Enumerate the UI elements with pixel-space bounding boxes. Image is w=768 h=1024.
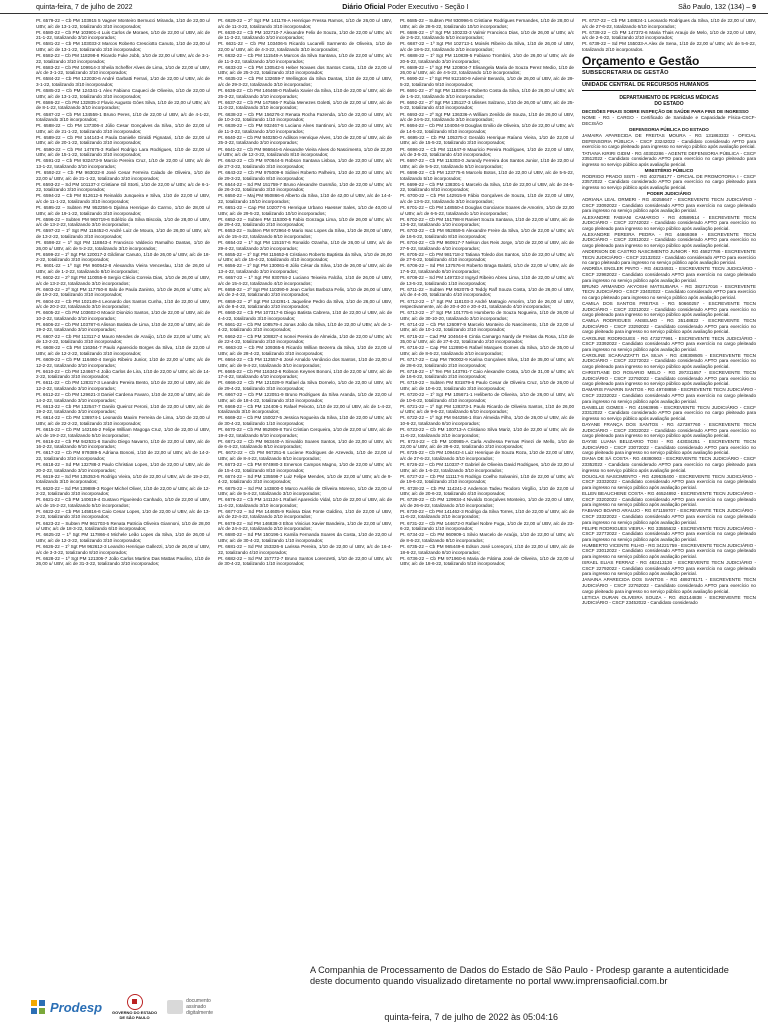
paragraph-item: Pt. 6608-22 – Cb PM 116364-7 Paulo Aparecido Borges da Silva, 1/10 de 22,00 u/ UBV, a/c de 12-2-22, totalizando 3/10 incorporados; (36, 345, 210, 356)
paragraph-item: ALEXANDRE FABIANI CAMARGO - RG 40589514 - ESCREVENTE TECN JUDICIÁRIO - CSCF 22742022 - Candidato considerado APTO para exercício no cargo pleiteado para ingresso no serviço público após avaliação pericial. (582, 214, 756, 231)
paragraph-item: Pt. 6719-22 – Subten PM 931879-6 Paulo Cesar de Oliveira Cruz, 1/10 de 26,00 u/ UBV, a/c de 10-6-22, totalizando 3/10 incorporados; (400, 380, 574, 391)
paragraph-item: Pt. 6672-22 – Cb PM 967251-6 Luciene Rodrigues de Azevedo, 1/10 de 22,00 u/ UBV, a/c de 8-4-22, totalizando 8/10 incorporados; (218, 450, 392, 462)
paragraph-item: Pt. 6725-22 – Cb PM 109442-4 Luiz Henrique de Souza Roza, 1/10 de 22,00 u/ UBV, a/c de 27-6-22, totalizando 3/10 incorporados; (400, 450, 574, 462)
paragraph-item: Pt. 6657-22 – 1º Sgt PM 930784-2 Luciano Teixeira Falcão, 1/10 de 26,00 u/ UBV, a/c de 15-4-22, totalizando 4/10 incorporados; (218, 275, 392, 286)
paragraph-item: Pt. 6690-22 – 1º Sgt PM 912160-9 Ademir Berardo, 1/10 de 26,00 u/ UBV, a/c de 29-5-22, totalizando 9/10 incorporados; (400, 76, 574, 88)
paragraph-item: Pt. 6621-22 – Cb PM 140619-4 Gustavo Figueiredo Canhado, 1/10 de 22,00 u/ UBV, a/c de 15-2-22, totalizando 5/10 incorporados; (36, 497, 210, 508)
paragraph-item: Pt. 6721-22 – 1º Sgt PM 128373-1 Paulo Ricardo de Oliveira Santos, 1/10 de 26,00 u/ UBV, a/c de 9-6-22, totalizando 6/10 incorporados; (400, 403, 574, 415)
digital-signature-badge: documento assinado digitalmente (167, 998, 213, 1016)
paragraph-item: DOUGLAS NASCIMENTO - RG 429535400 - ESCREVENTE TECN JUDICIÁRIO - CSCF 23332022 - Candidato considerado APTO para exercício no cargo pleiteado para ingresso no serviço público após avaliação pericial. (582, 473, 756, 490)
paragraph-item: Pt. 6605-22 – Cb PM 103602-0 Moacir Dionizio Santos, 1/10 de 22,00 u/ UBV, a/c de 10-2-22, totalizando 3/10 incorporados; (36, 310, 210, 321)
prodesp-mark-icon (30, 999, 46, 1015)
paragraph-item: Pt. 6737-22 – Cb PM 148624-1 Leonardo Rodrigues da Silva, 1/10 de 22,00 u/ UBV, a/c de 27-6-22, totalizando 6/10 incorporados; (582, 18, 756, 29)
paragraph-item: Pt. 6727-22 – Cb PM 111117-5 Rodrigo Coelho Salvanini, 1/10 de 22,00 u/ UBV, a/c de 19-6-22, totalizando 2/10 incorporados; (400, 473, 574, 485)
paragraph-item: ADRIANA LEAL ORMERI - RG 40258647 - ESCREVENTE TECN JUDICIÁRIO - CSCF 23092022 - Candidato considerado APTO para exercício no cargo pleiteado para ingresso no serviço público após avaliação pericial. (582, 197, 756, 214)
paragraph-item: Pt. 6659-22 – 2º Sgt PM 124291-1 Jaqueline Pedro da Silva, 1/10 de 26,00 u/ UBV, a/c de 8-4-22, totalizando 2/10 incorporados; (218, 298, 392, 310)
paragraph-item: Pt. 6591-22 – Cb PM 932473-9 Marcio Pereira Cruz, 1/10 de 22,00 u/ UBV, a/c de 13-1-22, totalizando 3/10 incorporados; (36, 158, 210, 169)
paragraph-item: Pt. 6629-22 – 2º Sgt PM 141178-A Henrique Fressa Ramos, 1/10 de 26,00 u/ UBV, a/c de 11-3-22, totalizando 3/10 incorporados; (218, 18, 392, 29)
paragraph-item: Pt. 6654-22 – 1º Sgt PM 115157-6 Ronaldo Ozanha, 1/10 de 26,00 u/ UBV, a/c de 29-4-22, totalizando 2/10 incorporados; (218, 240, 392, 251)
paragraph-item: Pt. 6674-22 – Sd PM 135598-7 Luiz Felipe Mendes, 1/10 de 22,00 u/ UBV, a/c de 9-4-22, totalizando 3/10 incorporados; (218, 473, 392, 485)
paragraph-item: JANAINA APARECIDA DOS SANTOS - RG 489378171 - ESCREVENTE TECN JUDICIÁRIO - CSCF 22762022 - Candidato considerado APTO para exercício no cargo pleiteado para ingresso no serviço público após avaliação pericial. (582, 577, 756, 594)
paragraph-item: Pt. 6682-22 – Sd PM 157772-7 Bruno Santos Lorenzetti, 1/10 de 22,00 u/ UBV, a/c de 30-4-22, totalizando 1/10 incorporados; (218, 555, 392, 567)
paragraph-item: Pt. 6667-22 – Cb PM 122051-9 Bruno Rodrigues da Silva Aranda, 1/10 de 22,00 u/ UBV, a/c de 18-4-22, totalizando 3/10 incorporados; (218, 392, 392, 403)
paragraph-item: Pt. 6696-22 – Cb PM 111647-9 Mauricio Pereira Rodrigues, 1/10 de 22,00 u/ UBV, a/c de 3-5-22, totalizando 4/10 incorporados; (400, 146, 574, 158)
paragraph-item: CAROLINE RODRIGUES - RG 473277991 - ESCREVENTE TECN JUDICIÁRIO - CSCF 23392022 - Candidato considerado APTO para exercício no cargo pleiteado para ingresso no serviço público após avaliação pericial. (582, 335, 756, 352)
paragraph-item: BRUNO ARMANDO AKYOSHI MATSUBARA - RG 382717016 - ESCREVENTE TECN JUDICIÁRIO - CSCF 23402022 - Candidato considerado APTO para exercício no cargo pleiteado para ingresso no serviço público após avaliação pericial. (582, 283, 756, 300)
paragraph-item: Pt. 6700-22 – Cb PM 142915-9 Fábio Gonçalves de Souza, 1/10 de 22,00 u/ UBV, a/c de 13-5-22, totalizando 3/10 incorporados; (400, 193, 574, 204)
paragraph-item: FABIANO BOARO ARAUJO - RG 671159707 - ESCREVENTE TECN JUDICIÁRIO - CSCF 23322022 - Candidato considerado APTO para exercício no cargo pleiteado para ingresso no serviço público após avaliação pericial. (582, 508, 756, 525)
prodesp-logo: Prodesp (30, 999, 102, 1015)
paragraph-item: Pt. 6611-22 – Cb PM 128317-3 Leandro Pereira Bento, 1/10 de 22,00 u/ UBV, a/c de 12-2-22, totalizando 3/10 incorporados; (36, 380, 210, 391)
section-title: Orçamento e Gestão (582, 59, 756, 69)
paragraph-item: Pt. 6632-22 – Cb PM 111548-A Marcos da Silva Santana, 1/10 de 22,00 u/ UBV, a/c de 11-3-22, totalizando 3/10 incorporados; (218, 53, 392, 64)
paragraph-item: DANIELLE GOMES - RG 41963995 - ESCREVENTE TECN JUDICIÁRIO - CSCF 23312022 - Candidato considerado APTO para exercício no cargo pleiteado para ingresso no serviço público após avaliação pericial. (582, 404, 756, 421)
paragraph-item: Pt. 6728-22 – Cb PM 114241-2 Anderson Tadeu Teodoro Virgílio, 1/10 de 22,00 u/ UBV, a/c de 20-6-22, totalizando 4/10 incorporados; (400, 485, 574, 497)
paragraph-item: Pt. 6620-22 – Sd PM 139889-3 Roger Michel Oliver, 1/10 de 22,00 u/ UBV, a/c de 12-2-22, totalizando 3/10 incorporados; (36, 485, 210, 497)
paragraph-item: ANDRÉIA ENGLER PINTO - RG 46234931 - ESCREVENTE TECN JUDICIÁRIO - CSCF 22982022 - Candidato considerado APTO para exercício no cargo pleiteado para ingresso no serviço público após avaliação pericial. (582, 266, 756, 283)
paragraph-item: Pt. 6622-22 – Cb PM 145816-6 Caio Cesar Lopes, 1/10 de 22,00 u/ UBV, a/c de 13-2-22, totalizando 3/10 incorporados; (36, 508, 210, 520)
paragraph-item: ANDERSON DE CASTRO NASCIMENTO JUNIOR - RG 45827786 - ESCREVENTE TECN JUDICIÁRIO - CSCF 22132022 - Candidato considerado APTO para exercício no cargo pleiteado para ingresso no serviço público após avaliação pericial. (582, 249, 756, 266)
paragraph-item: Pt. 6592-22 – Cb PM 963022-8 José Cesar Ferreira Calado de Oliveira, 1/10 de 22,00 u/ UBV, a/c de 21-1-22, totalizando 3/10 incorporados; (36, 169, 210, 181)
paragraph-item: Pt. 6589-22 – Cb PM 144143-4 Paula Danielle Giraldi Pignatari, 1/10 de 22,00 u/ UBV, a/c de 20-1-22, totalizando 3/10 incorporados; (36, 134, 210, 146)
section-subtitle: SUBSECRETARIA DE GESTÃO (582, 70, 669, 77)
paragraph-item: Pt. 6678-22 – Sd PM 146838-3 Elton Vinicius Xavier Bandeira, 1/10 de 22,00 u/ UBV, a/c de 24-4-22, totalizando 2/10 incorporados; (218, 520, 392, 532)
paragraph-item: Pt. 6628-22 – 1º Sgt PM 121306-7 João Carlos Martins Das Mattas Paulino, 1/10 de 26,00 u/ UBV, a/c de 31-3-22, totalizando 3/10 incorporados; (36, 555, 210, 567)
paragraph-item: Pt. 6660-22 – Cb PM 107317-6 Diego Batista Cabrera, 1/10 de 22,00 u/ UBV, a/c de 4-4-22, totalizando 3/10 incorporados; (218, 310, 392, 321)
subheading: PODER JUDICIÁRIO (646, 191, 692, 197)
paragraph-item: Pt. 6731-22 – Cb PM 144672-0 Rafael Nobre Fuga, 1/10 de 22,00 u/ UBV, a/c de 23-6-22, totalizando 1/10 incorporados; (400, 520, 574, 532)
paragraph-item: Pt. 6711-22 – Subten PM 962075-3 Teddy Ralf Souza Costa, 1/10 de 26,00 u/ UBV, a/c de 4-4-20, totalizando 4/10 incorporados; (400, 286, 574, 298)
paragraph-item: Pt. 6720-22 – 1º Sgt PM 105671-1 Heliberto de Oliveira, 1/10 de 26,00 u/ UBV, a/c de 10-6-22, totalizando 4/10 incorporados; (400, 392, 574, 403)
section-unit: UNIDADE CENTRAL DE RECURSOS HUMANOS (582, 80, 756, 92)
paragraph-item: Pt. 6658-22 – 2º Sgt PM 110390-9 Jean Carlos Barboza Felix, 1/10 de 26,00 u/ UBV, a/c de 2-4-22, totalizando 2/10 incorporados; (218, 286, 392, 298)
paragraph-item: Pt. 6652-22 – Subten PM 115300-5 Fabio Gonzaga Lima, 1/10 de 26,00 u/ UBV, a/c de 29-4-22, totalizando 2/10 incorporados; (218, 216, 392, 228)
paragraph-item: Pt. 6601-22 – 1º Sgt PM 960542-8 Alexandra Vieira Venceslau, 1/10 de 26,00 u/ UBV, a/c de 1-2-22, totalizando 8/10 incorporados; (36, 263, 210, 275)
paragraph-item: Pt. 6729-22 – Cb PM 129934-4 Nivaldo Gonçalves Monteiro, 1/10 de 22,00 u/ UBV, a/c de 26-6-22, totalizando 2/10 incorporados; (400, 497, 574, 508)
document-icon (167, 1000, 183, 1014)
paragraph-item: Pt. 6609-22 – Cb PM 116460-4 Sergio Ribeiro Junior, 1/10 de 22,00 u/ UBV, a/c de 12-2-22, totalizando 3/10 incorporados; (36, 356, 210, 368)
paragraph-item: Pt. 6671-22 – Cb PM 963440-A Sinvaldo Soares Santos, 1/10 de 22,00 u/ UBV, a/c de 6-4-22, totalizando 8/10 incorporados; (218, 438, 392, 450)
paragraph-item: Pt. 6595-22 – Subten PM 952256-5 Djalma Henrique do Carmo, 1/10 de 28,00 u/ UBV, a/c de 19-1-22, totalizando 3/10 incorporados; (36, 205, 210, 216)
paragraph-item: Pt. 6656-22 – 1º Sgt PM 130061-8 Júlio César da Silva, 1/10 de 26,00 u/ UBV, a/c de 13-4-22, totalizando 3/10 incorporados; (218, 263, 392, 275)
subheading: MINISTÉRIO PÚBLICO (644, 167, 694, 173)
paragraph-item: Pt. 6612-22 – Cb PM 129621-3 Daniel Cardena Favaro, 1/10 de 22,00 u/ UBV, a/c de 14-2-22, totalizando 3/10 incorporados; (36, 392, 210, 403)
paragraph-item: Pt. 6676-22 – Cb PM 141124-1 Rafael Aparecido Vidal, 1/10 de 22,00 u/ UBV, a/c de 11-4-22, totalizando 3/10 incorporados; (218, 497, 392, 508)
paragraph-item: Pt. 6626-22 – 1º Sgt PM 962612-3 Leandro Henrique Gallezzi, 1/10 de 26,00 u/ UBV, a/c de 3-3-22, totalizando 8/10 incorporados; (36, 543, 210, 555)
paragraph-item: Pt. 6703-22 – Cb PM 952659-5 Alexandre Freire da Silva, 1/10 de 22,00 u/ UBV, a/c de 16-5-22, totalizando 8/10 incorporados; (400, 228, 574, 239)
paragraph-item: Pt. 6586-22 – Cb PM 132835-2 Flavio Augusto Góes Silva, 1/10 de 22,00 u/ UBV, a/c de 8-1-22, totalizando 3/10 incorporados; (36, 99, 210, 111)
paragraph-item: Pt. 6584-22 – Cb PM 122030-6 André Garbatti Ferrari, 1/10 de 22,00 u/ UBV, a/c de 3-1-22, totalizando 3/10 incorporados; (36, 76, 210, 88)
paragraph-item: ISRAEL ELIAS FERRAZ - RG 482413130 - ESCREVENTE TECN JUDICIÁRIO - CSCF 22792022 - Candidato considerado APTO para exercício no cargo pleiteado para ingresso no serviço público após avaliação pericial. (582, 560, 756, 577)
footer-timestamp: quinta-feira, 7 de julho de 2022 às 05:04:16 (384, 1012, 558, 1022)
paragraph-item: Pt. 6642-22 – Cb PM 970644-5 Robson Santana Lisboa, 1/10 de 22,00 u/ UBV, a/c de 27-3-22, totalizando 3/10 incorporados; (218, 158, 392, 169)
paragraph-item: Pt. 6630-22 – Cb PM 102710-7 Alexandre Felix de Souza, 1/10 de 22,00 u/ UBV, a/c de 11-3-22, totalizando 3/10 incorporados; (218, 29, 392, 41)
paragraph-item: HUMBERTO VICENTE FILHO - RG 34221759 - ESCREVENTE TECN JUDICIÁRIO - CSCF 23012022 - Candidato considerado APTO para exercício no cargo pleiteado para ingresso no serviço público após avaliação pericial. (582, 542, 756, 560)
paragraph-item: Pt. 6665-22 – Cb PM 116342-6 Robson Keynes Bononi, 1/10 de 22,00 u/ UBV, a/c de 17-4-22, totalizando 4/10 incorporados; (218, 368, 392, 380)
paragraph-item: Pt. 6670-22 – Cb PM 952909-8 Toni Cristian Cerqueira, 1/10 de 22,00 u/ UBV, a/c de 19-4-22, totalizando 8/10 incorporados; (218, 427, 392, 438)
paragraph-item: Pt. 6724-22 – Cb PM 100985-A Carla Andressa Fernas Pinezi de Mello, 1/10 de 22,00 u/ UBV, a/c de 28-6-22, totalizando 2/10 incorporados; (400, 438, 574, 450)
gov-seal-icon (127, 994, 143, 1010)
paragraph-item: Pt. 6579-22 – Cb PM 103915 5 Vagner Monteiro Bernucci Miranda, 1/10 de 22,00 u/ UBV, a/c de 13-1-22, totalizando 3/10 incorporados; (36, 18, 210, 29)
column-2 (218, 18, 392, 990)
header-title: Diário Oficial Poder Executivo - Seção I (342, 4, 469, 11)
paragraph-item: Pt. 6738-22 – Cb PM 147372-6 Maria Thais Araujo de Melo, 1/10 de 22,00 u/ UBV, a/c de 2-6-22, totalizando 2/10 incorporados; (582, 29, 756, 41)
paragraph-item: Pt. 6704-22 – Cb PM 960917-7 Nelson dos Reis Jorge, 1/10 de 22,00 u/ UBV, a/c de 27-5-22, totalizando 4/10 incorporados; (400, 240, 574, 251)
paragraph-item: Pt. 6635-22 – Cb PM 132659-7 Wellington da Silva Dantas, 1/10 de 22,00 u/ UBV, a/c de 29-3-22, totalizando 3/10 incorporados; (218, 76, 392, 88)
paragraph-item: Pt. 6723-22 – Cb PM 100713-A Cristiano Silva Mariz, 1/10 de 22,00 u/ UBV, a/c de 11-6-22, totalizando 2/10 incorporados; (400, 427, 574, 438)
paragraph-item: CAMILA RODRIGUES ANSELMO - RG 35148822 - ESCREVENTE TECN JUDICIÁRIO - CSCF 23292022 - Candidato considerado APTO para exercício no cargo pleiteado para ingresso no serviço público após avaliação pericial. (582, 318, 756, 335)
paragraph-item: Pt. 6607-22 – Cb PM 113117-2 Mauro Mendes de Araújo, 1/10 de 22,00 u/ UBV, a/c de 13-2-22, totalizando 3/10 incorporados; (36, 333, 210, 345)
paragraph-item: Pt. 6677-22 – Sd PM 144605-9 Raíssa Dias Fonte Galdino, 1/10 de 22,00 u/ UBV, a/c de 22-4-22, totalizando 2/10 incorporados; (218, 508, 392, 520)
paragraph-item: Pt. 6631-22 – Cb PM 103406-5 Ricardo Lucarelli Sarmento de Oliveira, 1/10 de 22,00 u/ UBV, a/c de 4-3-22, totalizando 3/10 incorporados; (218, 41, 392, 52)
paragraph-item: DAMARIS FAVARIN SANTOS - RG 49748859 - ESCREVENTE TECN JUDICIÁRIO - CSCF 23232022 - Candidato considerado APTO para exercício no cargo pleiteado para ingresso no serviço público após avaliação pericial. (582, 387, 756, 404)
paragraph-item: Pt. 6616-22 – Cb PM 942531-6 Sandro Diego Navarro, 1/10 de 22,00 u/ UBV, a/c de 16-2-22, totalizando 9/10 incorporados; (36, 438, 210, 450)
paragraph-item: Pt. 6580-22 – Cb PM 103901-4 Luis Carlos de Moraes, 1/10 de 22,00 u/ UBV, a/c de 21-1-22, totalizando 3/10 incorporados; (36, 29, 210, 41)
paragraph-item: Pt. 6599-22 – 1º Sgt PM 120017-2 Gildimar Canuto, 1/10 de 26,00 u/ UBV, a/c de 18-2-22, totalizando 3/10 incorporados; (36, 251, 210, 263)
paragraph-item: Pt. 6641-22 – Cb PM 966644-6 Alexandre Vieira Alves do Nascimento, 1/10 de 22,00 u/ UBV, a/c de 12-3-22, totalizando 8/10 incorporados; (218, 146, 392, 158)
paragraph-item: Pt. 6726-22 – Cb PM 110337-7 Gabriel de Oliveira David Rodrigues, 1/10 de 22,00 u/ UBV, a/c de 1-6-22, totalizando 3/10 incorporados; (400, 462, 574, 473)
section-entries (582, 127, 756, 606)
paragraph-item: Pt. 6675-22 – Sd PM 143800-0 Marco Aurélio de Oliveira Moreno, 1/10 de 22,00 u/ UBV, a/c de 5-4-22, totalizando 3/10 incorporados; (218, 485, 392, 497)
header-date: quinta-feira, 7 de julho de 2022 (36, 4, 133, 11)
footer-logos (0, 994, 320, 1020)
header-page-info: São Paulo, 132 (134) – 9 (678, 4, 756, 11)
paragraph-item: Pt. 6613-22 – Cb PM 132547-7 Danilo Queiroz Peroni, 1/10 de 22,00 u/ UBV, a/c de 19-2-22, totalizando 3/10 incorporados; (36, 403, 210, 415)
decisions-heading: DECISÕES FINAIS SOBRE INSPEÇÃO DE SAÚDE PARA FINS DE INGRESSO (582, 109, 749, 115)
column-1 (36, 18, 210, 990)
paragraph-item: FELIPE RODRIGUES VIEIRA - RG 33555632 - ESCREVENTE TECN JUDICIÁRIO - CSCF 22772022 - Candidato considerado APTO para exercício no cargo pleiteado para ingresso no serviço público após avaliação pericial. (582, 525, 756, 542)
paragraph-item: Pt. 6699-22 – Cb PM 138301-1 Marcelo da Silva, 1/10 de 22,00 u/ UBV, a/c de 24-5-22, totalizando 8/10 incorporados; (400, 181, 574, 193)
paragraph-item: Pt. 6653-22 – Subten PM 972964-0 Mario Isac Lopes da Silva, 1/10 de 28,00 u/ UBV, a/c de 15-4-22, totalizando 8/10 incorporados; (218, 228, 392, 239)
paragraph-item: Pt. 6597-22 – 1º Sgt PM 118452-0 André Luiz de Moura, 1/10 de 26,00 u/ UBV, a/c de 13-2-22, totalizando 3/10 incorporados; (36, 228, 210, 239)
paragraph-item: Pt. 6593-22 – Sd PM 101137-2 Cristiane Gil Storti, 1/10 de 22,00 u/ UBV, a/c de 6-1-22, totalizando 3/10 incorporados; (36, 181, 210, 193)
paragraph-item: Pt. 6739-22 – Sd PM 155033-A Alex de Sena, 1/10 de 22,00 u/ UBV, a/c de 5-6-22, totalizando 2/10 incorporados. (582, 41, 756, 52)
paragraph-item: Pt. 6666-22 – Cb PM 121029-9 Rafael da Silva Dornelo, 1/10 de 22,00 u/ UBV, a/c de 29-4-22, totalizando 3/10 incorporados; (218, 380, 392, 391)
paragraph-item: Pt. 6695-22 – Cb PM 105375-2 Geraldo Henrique Raíano Vieira, 1/10 de 22,00 u/ UBV, a/c de 15-5-22, totalizando 3/10 incorporados; (400, 134, 574, 146)
paragraph-item: Pt. 6640-22 – Cb PM 940250-0 Adilson Henrique Alves, 1/10 de 22,00 u/ UBV, a/c de 25-3-22, totalizando 3/10 incorporados; (218, 134, 392, 146)
paragraph-item: Pt. 6615-22 – Cb PM 142166-2 Felipe William Magoga Cruz, 1/10 de 22,00 u/ UBV, a/c de 19-2-22, totalizando 5/10 incorporados; (36, 427, 210, 438)
paragraph-item: CAROLINE SCARAZZATTI DA SILVA - RG 438308505 - ESCREVENTE TECN JUDICIÁRIO - CSCF 22272022 - Candidato considerado APTO para exercício no cargo pleiteado para ingresso no serviço público após avaliação pericial. (582, 352, 756, 369)
paragraph-item: Pt. 6583-22 – Cb PM 109914-3 Sheila Scheffer Alves de Lima, 1/10 de 22,00 u/ UBV, a/c de 3-1-22, totalizando 3/10 incorporados; (36, 64, 210, 76)
paragraph-item: Pt. 6668-22 – Cb PM 124406-1 Rafael Peixoto, 1/10 de 22,00 u/ UBV, a/c de 1-4-22, totalizando 3/10 incorporados; (218, 403, 392, 415)
paragraph-item: ALEXANDRE PEREIRA PEDRA - RG 44869369 - ESCREVENTE TECN JUDICIÁRIO - CSCF 22812022 - Candidato considerado APTO para exercício no cargo pleiteado para ingresso no serviço público após avaliação pericial. (582, 231, 756, 248)
paragraph-item: Pt. 6594-22 – Cb PM 912612-6 Reinaldo Junqueira e Silva, 1/10 de 22,00 u/ UBV, a/c de 11-1-22, totalizando 3/10 incorporados; (36, 193, 210, 204)
paragraph-item: Pt. 6587-22 – Cb PM 134559-1 Bruno Peres, 1/10 de 22,00 u/ UBV, a/c de 4-1-22, totalizando 3/10 incorporados; (36, 111, 210, 123)
paragraph-item: Pt. 6714-22 – Cb PM 126097-9 Marcelo Monteiro do Nascimento, 1/10 de 22,00 u/ UBV, a/c de 10-1-22, totalizando 2/10 incorporados; (400, 321, 574, 333)
paragraph-item: Pt. 6685-22 – Subten PM 930996-5 Cristiane Rodrigues Fernandes, 1/10 de 28,00 u/ UBV, a/c de 28-5-22, totalizando 10/10 incorporados; (400, 18, 574, 29)
paragraph-item: Pt. 6604-22 – Cb PM 102149-4 Leonardo dos Santos Cunha, 1/10 de 22,00 u/ UBV, a/c de 20-2-22, totalizando 3/10 incorporados; (36, 298, 210, 310)
paragraph-item: Pt. 6664-22 – Cb PM 112557-6 José Arnaldo Venâncio dos Santos, 1/10 de 22,00 u/ UBV, a/c de 9-4-22, totalizando 3/10 incorporados; (218, 356, 392, 368)
department-heading: DEPARTAMENTO DE PERÍCIAS MÉDICAS DO ESTADO (619, 95, 719, 108)
column-4-intro (582, 18, 756, 53)
page-columns (36, 18, 758, 990)
paragraph-item: Pt. 6651-22 – Cap PM 102077-5 Henrique Urbano Haesser Sales, 1/10 de 40,00 u/ UBV, a/c de 29-5-22, totalizando 10/10 incorporados; (218, 205, 392, 216)
paragraph-item: Pt. 6701-22 – Cb PM 148550-4 Douglas Gonciarov Soares de Amorim, 1/10 de 22,00 u/ UBV, a/c de 6-5-22, totalizando 1/10 incorporados; (400, 205, 574, 216)
paragraph-item: Pt. 6702-22 – Cb PM 151798-8 Raniert Souza Santana, 1/10 de 22,00 u/ UBV, a/c de 13-5-22, totalizando 1/10 incorporados; (400, 216, 574, 228)
paragraph-item: Pt. 6602-22 – 2º Sgt PM 110055-9 Sergio Clécio Correia Dias, 1/10 de 26,00 u/ UBV, a/c de 13-2-22, totalizando 3/10 incorporados; (36, 275, 210, 286)
subheading: DEFENSORIA PÚBLICA DO ESTADO (629, 127, 709, 133)
paragraph-item: Pt. 6655-22 – 1º Sgt PM 115652-6 Cristiano Roberto Baptista da Silva, 1/10 de 26,00 u/ UBV, a/c de 15-4-22, totalizando 4/10 incorporados; (218, 251, 392, 263)
paragraph-item: Pt. 6633-22 – Cb PM 130542-5 Heber Novaes dos Santos Costa, 1/10 de 22,00 u/ UBV, a/c de 25-3-22, totalizando 3/10 incorporados; (218, 64, 392, 76)
paragraph-item: Pt. 6734-22 – Cb PM 960909-1 Silvio Marcelo de Araújo, 1/10 de 22,00 u/ UBV, a/c de 8-6-22, totalizando 8/10 incorporados; (400, 532, 574, 543)
gov-sp-logo: GOVERNO DO ESTADO DE SÃO PAULO (112, 994, 157, 1020)
paragraph-item: Pt. 6638-22 – Cb PM 156276-2 Renata Rocha Fazenda, 1/10 de 22,00 u/ UBV, a/c de 10-3-22, totalizando 1/10 incorporados; (218, 111, 392, 123)
paragraph-item: Pt. 6644-22 – Sd PM 151759-7 Bruno Alexandre Gusmão, 1/10 de 22,00 u/ UBV, a/c de 26-3-22, totalizando 3/10 incorporados; (218, 181, 392, 193)
paragraph-item: Pt. 6697-22 – Cb PM 115303-0 Jurandy Ferreira dos Santos Junior, 1/10 de 22,00 u/ UBV, a/c de 5-5-22, totalizando 5/10 incorporados; (400, 158, 574, 169)
paragraph-item: Pt. 6650-22 – Maj PM 950866-6 Alberto da Silva, 1/10 de 42,00 u/ UBV, a/c de 14-4-22, totalizando 10/10 incorporados; (218, 193, 392, 204)
paragraph-item: Pt. 6588-22 – Cb PM 137306-4 Júlio Cesar Gonçalves da Silva, 1/10 de 22,00 u/ UBV, a/c de 21-1-22, totalizando 3/10 incorporados; (36, 123, 210, 134)
paragraph-item: Pt. 6694-22 – Cb PM 104004-9 Douglas Emilio de Oliveira, 1/10 de 22,00 u/ UBV, a/c de 14-5-22, totalizando 8/10 incorporados; (400, 123, 574, 134)
paragraph-item: Pt. 6735-22 – Cb PM 965449-6 Edson José Lorençoni, 1/10 de 22,00 u/ UBV, a/c de 18-6-22, totalizando 8/10 incorporados; (400, 543, 574, 555)
paragraph-item: Pt. 6687-22 – 1º Sgt PM 102713-1 Moisés Ribeiro da Silva, 1/10 de 26,00 u/ UBV, a/c de 18-5-22, totalizando 2/10 incorporados; (400, 41, 574, 52)
paragraph-item: Pt. 6715-22 – Cad PM 104644-6 Cintia Camargo Nardy de Freitas da Rosa, 1/10 de 35,00 u/ UBV, a/c de 27-6-22, totalizando 2/10 incorporados; (400, 333, 574, 345)
paragraph-item: Pt. 6691-22 – 2º Sgt PM 118304-4 Roberto Costa da Silva, 1/10 de 26,00 u/ UBV, a/c de 1-5-22, totalizando 3/10 incorporados; (400, 88, 574, 99)
paragraph-item: Pt. 6590-22 – Cb PM 147675-3 Rafael Rodrigo Lara Rodrigues, 1/10 de 22,00 u/ UBV, a/c de 15-1-22, totalizando 3/10 incorporados; (36, 146, 210, 158)
paragraph-item: Pt. 6716-22 – Cap PM 112890-6 Rafael Marques Gomes da Silva, 1/10 de 35,00 u/ UBV, a/c de 8-6-22, totalizando 2/10 incorporados; (400, 345, 574, 356)
paragraph-item: Pt. 6619-22 – Sd PM 135353-5 Rodrigo Vieira, 1/10 de 22,00 u/ UBV, a/c de 19-2-22, totalizando 3/10 incorporados; (36, 473, 210, 485)
paragraph-item: Pt. 6718-22 – 1º Ten PM 143791-7 Caio Alexandre Costa, 1/10 de 31,00 u/ UBV, a/c de 16-6-22, totalizando 2/10 incorporados; (400, 368, 574, 380)
paragraph-item: Pt. 6636-22 – Cb PM 146468-0 Rafaela Xavier da Silva, 1/10 de 22,00 u/ UBV, a/c de 25-3-22, totalizando 3/10 incorporados; (218, 88, 392, 99)
paragraph-item: Pt. 6688-22 – 1º Sgt PM 110839-5 Fabiano Trombini, 1/10 de 26,00 u/ UBV, a/c de 20-5-22, totalizando 3/10 incorporados; (400, 53, 574, 64)
footer-notice: A Companhia de Processamento de Dados do Estado de São Paulo - Prodesp garante a autenticidade deste documento quando visualizado diretamente no portal www.imprensaoficial.com.br (310, 965, 729, 986)
paragraph-item: Pt. 6643-22 – Cb PM 975009-6 Sidinei Roberto Palheiro, 1/10 de 22,00 u/ UBV, a/c de 29-3-22, totalizando 8/10 incorporados; (218, 169, 392, 181)
paragraph-item: Pt. 6663-22 – Cb PM 109365-5 Ricardo Willian Bezerra da Silva, 1/10 de 22,00 u/ UBV, a/c de 28-4-22, totalizando 3/10 incorporados; (218, 345, 392, 356)
paragraph-item: Pt. 6722-22 – 1º Sgt PM 944256-1 Ilton Almeida Filho, 1/10 de 26,00 u/ UBV, a/c de 10-6-22, totalizando 8/10 incorporados; (400, 415, 574, 426)
paragraph-item: Pt. 6617-22 – Cb PM 979389-5 Adriana Bononi, 1/10 de 22,00 u/ UBV, a/c de 14-2-22, totalizando 3/10 incorporados; (36, 450, 210, 462)
paragraph-item: Pt. 6596-22 – Subten PM 960719-6 Edélzio da Silva Biscola, 1/10 de 28,00 u/ UBV, a/c de 13-2-22, totalizando 3/10 incorporados; (36, 216, 210, 228)
paragraph-item: Pt. 6705-22 – Cb PM 981718-2 Tatiana Toledo dos Santos, 1/10 de 22,00 u/ UBV, a/c de 27-5-22, totalizando 4/10 incorporados; (400, 251, 574, 263)
paragraph-item: ELLEN BEAUCHENE COSTA - RG 46524892 - ESCREVENTE TECN JUDICIÁRIO - CSCF 23202022 - Candidato considerado APTO para exercício no cargo pleiteado para ingresso no serviço público após avaliação pericial. (582, 491, 756, 508)
paragraph-item: Pt. 6681-22 – Sd PM 153326-6 Larissa Pereira, 1/10 de 22,00 u/ UBV, a/c de 16-4-22, totalizando 4/10 incorporados; (218, 543, 392, 555)
paragraph-item: Pt. 6606-22 – Cb PM 103787-6 Alisson Batista de Lima, 1/10 de 22,00 u/ UBV, a/c de 19-2-22, totalizando 3/10 incorporados; (36, 321, 210, 333)
paragraph-item: TATIANA KIRIRI GIDIM - RG 40302286 - AGENTE DEFENSORIA PÚBLICA - CSCF 23512022 - Candidato considerado APTO para exercício no cargo pleiteado para ingresso no serviço público após avaliação pericial. (582, 150, 756, 167)
paragraph-item: Pt. 6582-22 – Cb PM 118298-8 Ricardo Fuke Jobb, 1/10 de 22,00 u/ UBV, a/c de 3-1-22, totalizando 3/10 incorporados; (36, 53, 210, 64)
paragraph-item: Pt. 6717-22 – Cap PM 790002-9 Karina Gonçalves Silva, 1/10 de 35,00 u/ UBV, a/c de 28-6-22, totalizando 2/10 incorporados; (400, 356, 574, 368)
paragraph-item: Pt. 6698-22 – Cb PM 123775-6 Marcelo Botos, 1/10 de 22,00 u/ UBV, a/c de 5-5-22, totalizando 5/10 incorporados; (400, 169, 574, 181)
paragraph-item: DAYSE LUANA BELIZARIO TOSI - RG 443034251 - ESCREVENTE TECN JUDICIÁRIO - CSCF 23072022 - Candidato considerado APTO para exercício no cargo pleiteado para ingresso no serviço público após avaliação pericial. (582, 439, 756, 456)
paragraph-item: Pt. 6673-22 – Cb PM 974980-3 Emerson Campos Magno, 1/10 de 22,00 u/ UBV, a/c de 15-4-22, totalizando 8/10 incorporados; (218, 462, 392, 473)
paragraph-item: CAMILA DOS SANTOS FREITAS - RG 50660257 - ESCREVENTE TECN JUDICIÁRIO - CSCF 23212022 - Candidato considerado APTO para exercício no cargo pleiteado para ingresso no serviço público após avaliação pericial. (582, 300, 756, 318)
column-4 (582, 18, 756, 990)
paragraph-item: Pt. 6708-22 – Sd PM 149733-2 Ingryd Ribeiro Abreu Lima, 1/10 de 22,00 u/ UBV, a/c de 13-5-22, totalizando 1/10 incorporados; (400, 275, 574, 286)
paragraph-item: Pt. 6706-22 – Sd PM 137576-8 Roberto Braga Balotti, 1/10 de 22,00 u/ UBV, a/c de 17-5-22, totalizando 8/10 incorporados; (400, 263, 574, 275)
paragraph-item: Pt. 6581-22 – Cb PM 103033-2 Marcos Roberto Cresciotto Canuto, 1/10 de 22,00 u/ UBV, a/c de 13-1-22, totalizando 3/10 incorporados; (36, 41, 210, 52)
paragraph-item: Pt. 6598-22 – 1º Sgt PM 118843-4 Francisco Valdecio Ramalho Dantas, 1/10 de 26,00 u/ UBV, a/c de 5-2-22, totalizando 3/10 incorporados; (36, 240, 210, 251)
paragraph-item: Pt. 6623-22 – Subten PM 961703-5 Renata Patricia Oliveira Giannoni, 1/10 de 28,00 u/ UBV, a/c de 18-3-22, totalizando 6/10 incorporados; (36, 520, 210, 532)
paragraph-item: Pt. 6686-22 – 1º Sgt PM 100233-3 Valmir Francisco Dias, 1/10 de 26,00 u/ UBV, a/c de 2-5-22, totalizando 5/10 incorporados; (400, 29, 574, 41)
paragraph-item: DAYANE FRANÇA DOS SANTOS - RG 427387760 - ESCREVENTE TECN JUDICIÁRIO - CSCF 23022022 - Candidato considerado APTO para exercício no cargo pleiteado para ingresso no serviço público após avaliação pericial. (582, 421, 756, 439)
paragraph-item: Pt. 6712-22 – 1º Sgt PM 118103-3 André Matragio Amorim, 1/10 de 26,00 u/ UBV, respectivamente, a/c de 20-4-20 e 20-4-21, totalizando 4/10 incorporados; (400, 298, 574, 310)
paragraph-item: Pt. 6736-22 – Cb PM 971960-6 Maria de Fátima José de Oliveira, 1/10 de 22,00 u/ UBV, a/c de 18-6-22, totalizando 5/10 incorporados; (400, 555, 574, 567)
paragraph-item: Pt. 6662-22 – Cb PM 108827-4 Ivonei Pereira de Almeida, 1/10 de 22,00 u/ UBV, a/c de 22-4-22, totalizando 2/10 incorporados; (218, 333, 392, 345)
paragraph-item: Pt. 6730-22 – Cb PM 141462-3 Rodrigo da Silva Torres, 1/10 de 22,00 u/ UBV, a/c de 11-6-22, totalizando 2/10 incorporados; (400, 508, 574, 520)
column-3 (400, 18, 574, 990)
paragraph-item: JAMAIRA APARECIDA DE FREITAS MOURA - RG 131863332 - OFICIAL DEFENSORIA PÚBLICA - CSCF 23242022 - Candidato considerado APTO para exercício no cargo pleiteado para ingresso no serviço público após avaliação pericial. (582, 133, 756, 150)
page-header (0, 0, 768, 14)
paragraph-item: Pt. 6610-22 – Cb PM 124667-4 João Carlos de Lira, 1/10 de 22,00 u/ UBV, a/c de 14-2-22, totalizando 3/10 incorporados; (36, 368, 210, 380)
paragraph-item: Pt. 6614-22 – Cb PM 136974-1 Leonardo Maxim Ferreira de Lima, 1/10 de 22,00 u/ UBV, a/c de 22-2-22, totalizando 3/10 incorporados; (36, 415, 210, 426)
paragraph-item: Pt. 6693-22 – 2º Sgt PM 136336-A William Zenildo de Souza, 1/10 de 26,00 u/ UBV, a/c de 24-5-22, totalizando 3/10 incorporados; (400, 111, 574, 123)
paragraph-item: Pt. 6689-22 – 1º Sgt PM 120804-7 Elisangela Maria de Souza Perez Medio, 1/10 de 26,00 u/ UBV, a/c de 4-5-22, totalizando 1/10 incorporados; (400, 64, 574, 76)
paragraph-item: Pt. 6639-22 – Cb PM 932467-5 Luciano Alves Santinoni, 1/10 de 22,00 u/ UBV, a/c de 11-3-22, totalizando 3/10 incorporados; (218, 123, 392, 134)
paragraph-item: Pt. 6680-22 – Sd PM 150196-1 Kamila Fernanda Soares da Costa, 1/10 de 22,00 u/ UBV, a/c de 30-4-22, totalizando 1/10 incorporados; (218, 532, 392, 543)
paragraph-item: RODRIGO PRADO SISTI - RG 402758177 - OFICIAL DE PROMOTORIA I - CSCF 23572022 - Candidato considerado APTO para exercício no cargo pleiteado para ingresso no serviço público após avaliação pericial. (582, 173, 756, 191)
paragraph-item: DIANA DE SÁ COSTA - RG 49380903 - ESCREVENTE TECN JUDICIÁRIO - CSCF 23352022 - Candidato considerado APTO para exercício no cargo pleiteado para ingresso no serviço público após avaliação pericial. (582, 456, 756, 473)
paragraph-item: Pt. 6713-22 – 2º Sgt PM 101775-6 Humberto de Souza Nogueira, 1/10 de 26,00 u/ UBV, a/c de 30-10-20, totalizando 3/10 incorporados; (400, 310, 574, 321)
nome-legend: NOME - RG - CARGO - Certificado de Sanidade e Capacidade Física-CSCF-DECISÃO (582, 115, 756, 127)
paragraph-item: Pt. 6637-22 – Cb PM 147566-7 Rubia Menezes Goletti, 1/10 de 22,00 u/ UBV, a/c de 11-3-22, totalizando 3/10 incorporados; (218, 99, 392, 111)
paragraph-item: Pt. 6585-22 – Cb PM 124341-1 Alex Fabiano Caqueci de Oliveira, 1/10 de 22,00 u/ UBV, a/c de 13-1-22, totalizando 3/10 incorporados; (36, 88, 210, 99)
paragraph-item: Pt. 6692-22 – 2º Sgt PM 135127-3 Ulisses Salzano, 1/10 de 26,00 u/ UBV, a/c de 25-5-22, totalizando 4/10 incorporados; (400, 99, 574, 111)
paragraph-item: CHRISTIANE DO ROSARIO MELO - RG 297311657 - ESCREVENTE TECN JUDICIÁRIO - CSCF 22792022 - Candidato considerado APTO para exercício no cargo pleiteado para ingresso no serviço público após avaliação pericial. (582, 370, 756, 387)
paragraph-item: Pt. 6661-22 – Cb PM 108579-4 Jonas João da Silva, 1/10 de 22,00 u/ UBV, a/c de 1-4-22, totalizando 3/10 incorporados; (218, 321, 392, 333)
paragraph-item: Pt. 6603-22 – 2º Sgt PM 117750-8 Italo de Paula Zaninto, 1/10 de 26,00 u/ UBV, a/c de 19-2-22, totalizando 3/10 incorporados; (36, 286, 210, 298)
paragraph-item: LETICIA DURAN OLIVEIRA SOUZA - RG 452144838 - ESCREVENTE TECN JUDICIÁRIO - CSCF 23452022 - Candidato considerado (582, 594, 756, 606)
paragraph-item: Pt. 6625-22 – 1º Sgt PM 117866-4 Michele Leão Lopes da Silva, 1/10 de 26,00 u/ UBV, a/c de 12-3-22, totalizando 3/10 incorporados; (36, 532, 210, 543)
paragraph-item: Pt. 6618-22 – Sd PM 132788-2 Paulo Christian Lopes, 1/10 de 22,00 u/ UBV, a/c de 20-2-22, totalizando 3/10 incorporados; (36, 462, 210, 473)
paragraph-item: Pt. 6669-22 – Cb PM 150027-5 Jessica Nogueira da Silva, 1/10 de 22,00 u/ UBV, a/c de 30-4-22, totalizando 1/10 incorporados; (218, 415, 392, 426)
